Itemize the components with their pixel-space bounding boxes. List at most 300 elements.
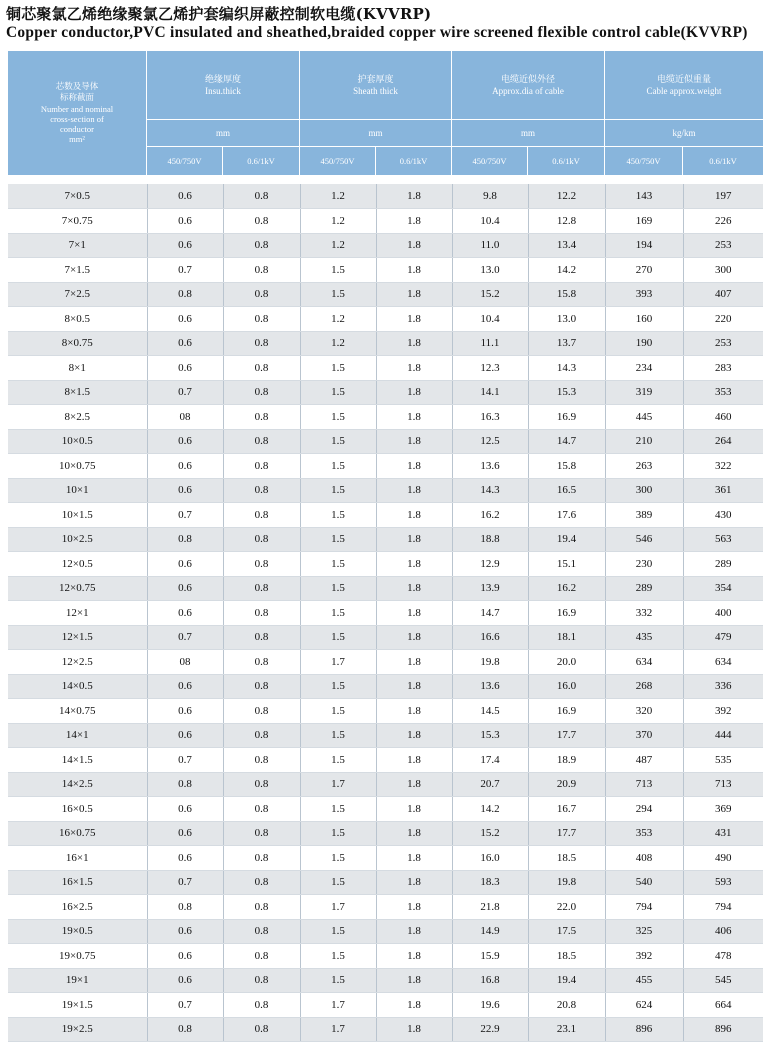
- cell-dia-1kv: 20.9: [528, 772, 605, 797]
- cell-weight-450: 143: [605, 184, 683, 209]
- cell-dia-1kv: 17.7: [528, 821, 605, 846]
- table-row: [8, 429, 763, 454]
- table-row: [8, 454, 763, 479]
- cell-weight-450: 445: [605, 405, 683, 430]
- cell-insu-1kv: 0.8: [223, 503, 300, 528]
- cell-dia-1kv: 13.0: [528, 307, 605, 332]
- cell-core-spec: 8×2.5: [8, 405, 147, 430]
- cell-insu-450: 0.6: [147, 821, 223, 846]
- cell-sheath-1kv: 1.8: [376, 356, 452, 381]
- cell-weight-1kv: 478: [683, 944, 763, 969]
- cell-dia-450: 15.9: [452, 944, 528, 969]
- cell-insu-450: 0.7: [147, 258, 223, 283]
- cell-dia-1kv: 13.7: [528, 331, 605, 356]
- cell-insu-450: 0.7: [147, 993, 223, 1018]
- cell-sheath-1kv: 1.8: [376, 1017, 452, 1042]
- table-row: [8, 356, 763, 381]
- cell-weight-1kv: 664: [683, 993, 763, 1018]
- cell-sheath-450: 1.2: [300, 331, 376, 356]
- cell-dia-450: 13.6: [452, 674, 528, 699]
- cell-insu-450: 08: [147, 405, 223, 430]
- cell-weight-1kv: 490: [683, 846, 763, 871]
- cell-insu-1kv: 0.8: [223, 821, 300, 846]
- cell-dia-450: 16.8: [452, 968, 528, 993]
- table-row: [8, 748, 763, 773]
- cell-dia-450: 17.4: [452, 748, 528, 773]
- cell-dia-1kv: 17.7: [528, 723, 605, 748]
- header-group-weight-en: Cable approx.weight: [646, 85, 722, 96]
- cell-dia-1kv: 18.9: [528, 748, 605, 773]
- cell-weight-1kv: 264: [683, 429, 763, 454]
- cell-sheath-1kv: 1.8: [376, 331, 452, 356]
- cell-sheath-1kv: 1.8: [376, 919, 452, 944]
- cell-core-spec: 12×0.5: [8, 552, 147, 577]
- table-row: [8, 993, 763, 1018]
- cell-sheath-450: 1.5: [300, 258, 376, 283]
- cell-weight-450: 435: [605, 625, 683, 650]
- cell-weight-1kv: 713: [683, 772, 763, 797]
- cell-core-spec: 16×2.5: [8, 895, 147, 920]
- cell-sheath-450: 1.5: [300, 601, 376, 626]
- header-voltage-sheath-1kv: 0.6/1kV: [376, 147, 452, 175]
- cell-insu-450: 0.8: [147, 895, 223, 920]
- cell-insu-1kv: 0.8: [223, 895, 300, 920]
- cell-dia-1kv: 15.8: [528, 282, 605, 307]
- cell-dia-450: 11.0: [452, 233, 528, 258]
- cell-weight-1kv: 253: [683, 331, 763, 356]
- cell-insu-450: 0.6: [147, 674, 223, 699]
- cell-insu-1kv: 0.8: [223, 625, 300, 650]
- cell-sheath-1kv: 1.8: [376, 699, 452, 724]
- cell-weight-450: 160: [605, 307, 683, 332]
- cell-sheath-450: 1.5: [300, 625, 376, 650]
- cell-sheath-1kv: 1.8: [376, 870, 452, 895]
- cell-dia-1kv: 23.1: [528, 1017, 605, 1042]
- cell-dia-450: 13.0: [452, 258, 528, 283]
- cell-weight-450: 210: [605, 429, 683, 454]
- cell-sheath-450: 1.5: [300, 919, 376, 944]
- cell-weight-450: 634: [605, 650, 683, 675]
- header-group-sheath-en: Sheath thick: [353, 85, 398, 96]
- cell-insu-450: 0.6: [147, 454, 223, 479]
- table-row: [8, 699, 763, 724]
- cell-insu-1kv: 0.8: [223, 846, 300, 871]
- cell-insu-1kv: 0.8: [223, 993, 300, 1018]
- table-row: [8, 821, 763, 846]
- cell-core-spec: 19×0.5: [8, 919, 147, 944]
- cell-insu-450: 0.6: [147, 307, 223, 332]
- cell-weight-450: 294: [605, 797, 683, 822]
- cell-core-spec: 16×0.75: [8, 821, 147, 846]
- cell-dia-450: 14.3: [452, 478, 528, 503]
- cell-core-spec: 12×1.5: [8, 625, 147, 650]
- cell-insu-450: 0.6: [147, 233, 223, 258]
- cell-sheath-450: 1.5: [300, 356, 376, 381]
- cell-sheath-450: 1.5: [300, 674, 376, 699]
- cell-weight-450: 540: [605, 870, 683, 895]
- cell-weight-450: 392: [605, 944, 683, 969]
- cell-weight-1kv: 322: [683, 454, 763, 479]
- cell-insu-1kv: 0.8: [223, 209, 300, 234]
- header-unit-insulation: mm: [147, 120, 300, 147]
- cell-weight-450: 194: [605, 233, 683, 258]
- cell-dia-450: 18.8: [452, 527, 528, 552]
- cell-weight-450: 190: [605, 331, 683, 356]
- cell-sheath-450: 1.7: [300, 772, 376, 797]
- cell-weight-450: 624: [605, 993, 683, 1018]
- header-voltage-insulation-1kv: 0.6/1kV: [223, 147, 300, 175]
- cell-insu-1kv: 0.8: [223, 944, 300, 969]
- cell-weight-450: 546: [605, 527, 683, 552]
- cell-weight-450: 896: [605, 1017, 683, 1042]
- cell-insu-450: 0.8: [147, 282, 223, 307]
- page-title-english: Copper conductor,PVC insulated and sheathed,braided copper wire screened flexible control cable(KVVRP): [6, 24, 748, 41]
- table-row: [8, 870, 763, 895]
- cell-sheath-1kv: 1.8: [376, 944, 452, 969]
- cell-sheath-1kv: 1.8: [376, 405, 452, 430]
- cell-weight-1kv: 563: [683, 527, 763, 552]
- cell-insu-450: 0.6: [147, 552, 223, 577]
- cell-dia-450: 18.3: [452, 870, 528, 895]
- header-group-insulation-en: Insu.thick: [205, 85, 241, 96]
- cell-insu-1kv: 0.8: [223, 723, 300, 748]
- cell-insu-1kv: 0.8: [223, 380, 300, 405]
- cell-sheath-450: 1.5: [300, 405, 376, 430]
- cell-sheath-450: 1.2: [300, 209, 376, 234]
- cell-weight-1kv: 220: [683, 307, 763, 332]
- cell-dia-450: 16.2: [452, 503, 528, 528]
- table-row: [8, 895, 763, 920]
- cell-sheath-450: 1.5: [300, 797, 376, 822]
- cell-weight-1kv: 300: [683, 258, 763, 283]
- cell-insu-1kv: 0.8: [223, 797, 300, 822]
- cell-insu-450: 0.6: [147, 699, 223, 724]
- cell-sheath-450: 1.5: [300, 380, 376, 405]
- cell-weight-1kv: 535: [683, 748, 763, 773]
- cell-dia-1kv: 18.1: [528, 625, 605, 650]
- cell-dia-450: 12.3: [452, 356, 528, 381]
- cell-insu-450: 0.6: [147, 478, 223, 503]
- table-row: [8, 1017, 763, 1042]
- header-core-en1: Number and nominal: [40, 104, 114, 114]
- cell-sheath-1kv: 1.8: [376, 674, 452, 699]
- table-row: [8, 650, 763, 675]
- cell-insu-450: 0.6: [147, 331, 223, 356]
- cell-insu-450: 0.6: [147, 944, 223, 969]
- cell-weight-450: 370: [605, 723, 683, 748]
- cell-dia-1kv: 16.9: [528, 699, 605, 724]
- header-voltage-sheath-450: 450/750V: [300, 147, 376, 175]
- cell-weight-450: 263: [605, 454, 683, 479]
- cell-sheath-450: 1.5: [300, 748, 376, 773]
- cell-weight-1kv: 197: [683, 184, 763, 209]
- table-row: [8, 601, 763, 626]
- table-row: [8, 919, 763, 944]
- cell-weight-1kv: 634: [683, 650, 763, 675]
- cell-sheath-1kv: 1.8: [376, 454, 452, 479]
- cell-core-spec: 8×1: [8, 356, 147, 381]
- cell-dia-450: 16.6: [452, 625, 528, 650]
- cell-core-spec: 8×0.5: [8, 307, 147, 332]
- cell-sheath-450: 1.5: [300, 576, 376, 601]
- cell-dia-1kv: 18.5: [528, 944, 605, 969]
- cell-core-spec: 8×1.5: [8, 380, 147, 405]
- cell-insu-450: 0.6: [147, 723, 223, 748]
- header-core-cell: [8, 51, 147, 175]
- cell-insu-450: 0.7: [147, 748, 223, 773]
- cell-insu-450: 0.6: [147, 356, 223, 381]
- cell-dia-1kv: 16.2: [528, 576, 605, 601]
- table-row: [8, 233, 763, 258]
- cell-weight-450: 389: [605, 503, 683, 528]
- cell-dia-450: 9.8: [452, 184, 528, 209]
- cell-insu-450: 0.7: [147, 870, 223, 895]
- cell-sheath-450: 1.7: [300, 895, 376, 920]
- cell-insu-1kv: 0.8: [223, 405, 300, 430]
- cell-weight-450: 270: [605, 258, 683, 283]
- cell-dia-1kv: 15.3: [528, 380, 605, 405]
- cell-dia-450: 13.9: [452, 576, 528, 601]
- cell-insu-450: 08: [147, 650, 223, 675]
- cell-insu-450: 0.8: [147, 1017, 223, 1042]
- cell-insu-450: 0.6: [147, 576, 223, 601]
- cell-sheath-1kv: 1.8: [376, 723, 452, 748]
- header-core-cn2: 标称截面: [59, 93, 94, 103]
- header-group-insulation-cn: 绝缘厚度: [204, 74, 241, 85]
- cell-dia-450: 14.9: [452, 919, 528, 944]
- cell-sheath-450: 1.5: [300, 723, 376, 748]
- cell-dia-1kv: 16.9: [528, 601, 605, 626]
- cell-weight-1kv: 354: [683, 576, 763, 601]
- cell-insu-1kv: 0.8: [223, 870, 300, 895]
- cell-core-spec: 14×1.5: [8, 748, 147, 773]
- header-unit-weight: kg/km: [605, 120, 763, 147]
- cell-weight-450: 455: [605, 968, 683, 993]
- cell-sheath-450: 1.5: [300, 503, 376, 528]
- cell-sheath-1kv: 1.8: [376, 258, 452, 283]
- table-row: [8, 846, 763, 871]
- header-group-sheath: [300, 51, 452, 120]
- cell-dia-450: 21.8: [452, 895, 528, 920]
- cell-weight-1kv: 431: [683, 821, 763, 846]
- cell-sheath-450: 1.2: [300, 307, 376, 332]
- cell-weight-450: 319: [605, 380, 683, 405]
- cell-dia-450: 15.2: [452, 821, 528, 846]
- cell-insu-1kv: 0.8: [223, 478, 300, 503]
- cell-core-spec: 16×0.5: [8, 797, 147, 822]
- cell-weight-450: 794: [605, 895, 683, 920]
- header-group-diameter-cn: 电缆近似外径: [500, 74, 555, 85]
- cell-dia-450: 12.5: [452, 429, 528, 454]
- table-row: [8, 968, 763, 993]
- table-row: [8, 944, 763, 969]
- cell-weight-1kv: 460: [683, 405, 763, 430]
- cell-dia-450: 20.7: [452, 772, 528, 797]
- header-core-en3: conductor: [60, 124, 94, 134]
- table-row: [8, 527, 763, 552]
- cell-insu-1kv: 0.8: [223, 307, 300, 332]
- cell-core-spec: 16×1.5: [8, 870, 147, 895]
- cell-dia-1kv: 16.9: [528, 405, 605, 430]
- cell-insu-1kv: 0.8: [223, 429, 300, 454]
- cell-sheath-1kv: 1.8: [376, 576, 452, 601]
- cell-sheath-450: 1.5: [300, 282, 376, 307]
- cell-dia-1kv: 16.7: [528, 797, 605, 822]
- cell-dia-450: 16.0: [452, 846, 528, 871]
- cell-dia-450: 19.8: [452, 650, 528, 675]
- cell-sheath-1kv: 1.8: [376, 380, 452, 405]
- cell-sheath-1kv: 1.8: [376, 625, 452, 650]
- header-group-insulation: [147, 51, 300, 120]
- cell-core-spec: 14×0.75: [8, 699, 147, 724]
- cell-sheath-1kv: 1.8: [376, 748, 452, 773]
- cell-core-spec: 10×0.75: [8, 454, 147, 479]
- cell-weight-450: 289: [605, 576, 683, 601]
- table-row: [8, 258, 763, 283]
- cell-sheath-450: 1.2: [300, 184, 376, 209]
- cell-insu-450: 0.7: [147, 503, 223, 528]
- cell-weight-1kv: 392: [683, 699, 763, 724]
- cell-sheath-1kv: 1.8: [376, 233, 452, 258]
- cell-sheath-450: 1.5: [300, 527, 376, 552]
- cell-sheath-450: 1.5: [300, 968, 376, 993]
- cell-dia-450: 16.3: [452, 405, 528, 430]
- cell-core-spec: 8×0.75: [8, 331, 147, 356]
- cell-core-spec: 19×1.5: [8, 993, 147, 1018]
- cell-weight-450: 234: [605, 356, 683, 381]
- cell-sheath-1kv: 1.8: [376, 895, 452, 920]
- cell-sheath-1kv: 1.8: [376, 429, 452, 454]
- header-group-weight: [605, 51, 763, 120]
- cell-insu-1kv: 0.8: [223, 1017, 300, 1042]
- cell-dia-1kv: 15.1: [528, 552, 605, 577]
- cell-core-spec: 19×1: [8, 968, 147, 993]
- header-voltage-diameter-450: 450/750V: [452, 147, 528, 175]
- cell-dia-450: 15.3: [452, 723, 528, 748]
- cell-sheath-450: 1.2: [300, 233, 376, 258]
- table-row: [8, 723, 763, 748]
- cell-insu-1kv: 0.8: [223, 699, 300, 724]
- cell-core-spec: 19×0.75: [8, 944, 147, 969]
- cell-dia-450: 15.2: [452, 282, 528, 307]
- table-row: [8, 380, 763, 405]
- cell-weight-1kv: 406: [683, 919, 763, 944]
- table-row: [8, 674, 763, 699]
- cell-core-spec: 19×2.5: [8, 1017, 147, 1042]
- cell-dia-1kv: 20.0: [528, 650, 605, 675]
- cell-sheath-450: 1.7: [300, 650, 376, 675]
- cell-dia-450: 14.2: [452, 797, 528, 822]
- cell-dia-1kv: 22.0: [528, 895, 605, 920]
- cell-weight-450: 169: [605, 209, 683, 234]
- cell-insu-1kv: 0.8: [223, 601, 300, 626]
- cell-weight-1kv: 369: [683, 797, 763, 822]
- cell-dia-1kv: 19.4: [528, 968, 605, 993]
- cell-sheath-450: 1.5: [300, 846, 376, 871]
- cell-weight-1kv: 226: [683, 209, 763, 234]
- cell-sheath-450: 1.5: [300, 552, 376, 577]
- cell-weight-450: 713: [605, 772, 683, 797]
- cell-dia-1kv: 13.4: [528, 233, 605, 258]
- cell-core-spec: 12×0.75: [8, 576, 147, 601]
- cell-dia-1kv: 14.7: [528, 429, 605, 454]
- table-row: [8, 331, 763, 356]
- header-group-sheath-cn: 护套厚度: [357, 74, 394, 85]
- cell-insu-450: 0.6: [147, 797, 223, 822]
- cell-weight-1kv: 407: [683, 282, 763, 307]
- cell-core-spec: 10×2.5: [8, 527, 147, 552]
- cell-dia-1kv: 19.4: [528, 527, 605, 552]
- cell-weight-450: 325: [605, 919, 683, 944]
- cell-core-spec: 10×1.5: [8, 503, 147, 528]
- cell-sheath-1kv: 1.8: [376, 993, 452, 1018]
- cell-sheath-1kv: 1.8: [376, 307, 452, 332]
- cell-weight-1kv: 430: [683, 503, 763, 528]
- cell-insu-1kv: 0.8: [223, 233, 300, 258]
- cell-insu-1kv: 0.8: [223, 772, 300, 797]
- cell-insu-1kv: 0.8: [223, 552, 300, 577]
- cell-dia-1kv: 16.5: [528, 478, 605, 503]
- cell-sheath-1kv: 1.8: [376, 527, 452, 552]
- cell-weight-450: 393: [605, 282, 683, 307]
- cell-core-spec: 10×1: [8, 478, 147, 503]
- cell-sheath-450: 1.5: [300, 429, 376, 454]
- table-row: [8, 282, 763, 307]
- cell-sheath-450: 1.5: [300, 478, 376, 503]
- cell-sheath-450: 1.5: [300, 944, 376, 969]
- table-body: [8, 184, 763, 1042]
- cell-dia-450: 14.5: [452, 699, 528, 724]
- cell-insu-450: 0.8: [147, 772, 223, 797]
- cell-sheath-1kv: 1.8: [376, 772, 452, 797]
- table-row: [8, 209, 763, 234]
- cell-weight-1kv: 794: [683, 895, 763, 920]
- cell-dia-1kv: 12.2: [528, 184, 605, 209]
- cell-sheath-1kv: 1.8: [376, 968, 452, 993]
- cell-dia-1kv: 15.8: [528, 454, 605, 479]
- cell-dia-450: 14.7: [452, 601, 528, 626]
- cell-core-spec: 7×1: [8, 233, 147, 258]
- cell-dia-1kv: 19.8: [528, 870, 605, 895]
- cell-insu-1kv: 0.8: [223, 356, 300, 381]
- table-row: [8, 797, 763, 822]
- cell-insu-1kv: 0.8: [223, 968, 300, 993]
- cell-sheath-1kv: 1.8: [376, 821, 452, 846]
- cell-core-spec: 7×2.5: [8, 282, 147, 307]
- cell-weight-450: 300: [605, 478, 683, 503]
- cell-weight-450: 320: [605, 699, 683, 724]
- cell-sheath-450: 1.7: [300, 993, 376, 1018]
- cell-sheath-450: 1.5: [300, 821, 376, 846]
- cell-core-spec: 12×1: [8, 601, 147, 626]
- table-row: [8, 503, 763, 528]
- cell-dia-1kv: 20.8: [528, 993, 605, 1018]
- table-row: [8, 478, 763, 503]
- table-header: [8, 51, 763, 175]
- cell-insu-1kv: 0.8: [223, 527, 300, 552]
- header-group-weight-cn: 电缆近似重量: [656, 74, 711, 85]
- cell-dia-1kv: 14.2: [528, 258, 605, 283]
- cell-weight-1kv: 283: [683, 356, 763, 381]
- cell-weight-450: 230: [605, 552, 683, 577]
- cell-insu-1kv: 0.8: [223, 454, 300, 479]
- cell-sheath-1kv: 1.8: [376, 846, 452, 871]
- data-table: [8, 184, 763, 1042]
- cell-sheath-450: 1.5: [300, 699, 376, 724]
- cell-dia-450: 10.4: [452, 307, 528, 332]
- cell-sheath-450: 1.7: [300, 1017, 376, 1042]
- cell-insu-450: 0.6: [147, 184, 223, 209]
